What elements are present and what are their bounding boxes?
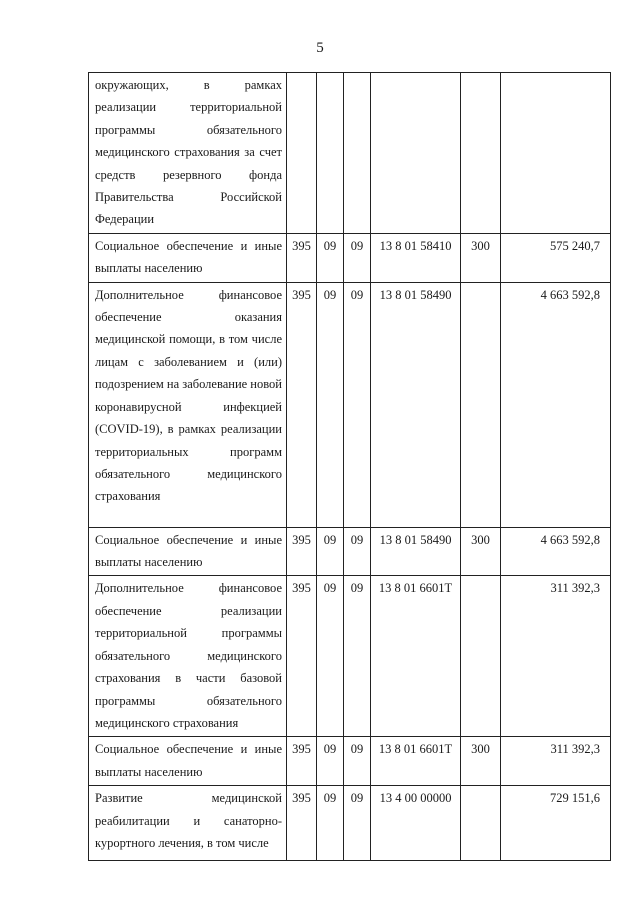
- ministry-code: 395: [287, 576, 317, 737]
- row-name: Социальное обеспечение и иные выплаты населению: [89, 737, 287, 786]
- subsection-code: 09: [344, 576, 371, 737]
- target-article-code: [371, 73, 461, 234]
- subsection-code: 09: [344, 527, 371, 576]
- subsection-code: 09: [344, 282, 371, 527]
- section-code: 09: [317, 737, 344, 786]
- expense-type-code: 300: [461, 737, 501, 786]
- amount: 4 663 592,8: [501, 282, 611, 527]
- row-name: Дополнительное финансовое обеспечение оказания медицинской помощи, в том числе лицам с заболеванием и (или) подозрением на заболевание новой коронавирусной инфекцией (COVID-19), в рамках реализации территориальных программ обязательного медицинского страхования: [89, 282, 287, 527]
- expense-type-code: [461, 282, 501, 527]
- expense-type-code: [461, 786, 501, 861]
- row-name: Социальное обеспечение и иные выплаты населению: [89, 233, 287, 282]
- budget-table: [88, 72, 611, 861]
- amount: 311 392,3: [501, 737, 611, 786]
- ministry-code: [287, 73, 317, 234]
- target-article-code: 13 8 01 58490: [371, 282, 461, 527]
- ministry-code: 395: [287, 737, 317, 786]
- target-article-code: 13 8 01 58490: [371, 527, 461, 576]
- subsection-code: 09: [344, 737, 371, 786]
- target-article-code: 13 4 00 00000: [371, 786, 461, 861]
- table-row: [89, 786, 611, 861]
- target-article-code: 13 8 01 6601Т: [371, 576, 461, 737]
- table-row: [89, 282, 611, 527]
- subsection-code: [344, 73, 371, 234]
- section-code: 09: [317, 786, 344, 861]
- amount: 575 240,7: [501, 233, 611, 282]
- target-article-code: 13 8 01 6601Т: [371, 737, 461, 786]
- table-row: [89, 527, 611, 576]
- row-name: окружающих, в рамках реализации территориальной программы обязательного медицинского страхования за счет средств резервного фонда Правительства Российской Федерации: [89, 73, 287, 234]
- row-name: Развитие медицинской реабилитации и санаторно-курортного лечения, в том числе: [89, 786, 287, 861]
- row-name: Дополнительное финансовое обеспечение реализации территориальной программы обязательного медицинского страхования в части базовой программы обязательного медицинского страхования: [89, 576, 287, 737]
- section-code: 09: [317, 576, 344, 737]
- table-row: [89, 233, 611, 282]
- ministry-code: 395: [287, 233, 317, 282]
- ministry-code: 395: [287, 282, 317, 527]
- table-row: [89, 737, 611, 786]
- amount: [501, 73, 611, 234]
- table-row: [89, 576, 611, 737]
- table-row: [89, 73, 611, 234]
- ministry-code: 395: [287, 527, 317, 576]
- subsection-code: 09: [344, 786, 371, 861]
- row-name: Социальное обеспечение и иные выплаты населению: [89, 527, 287, 576]
- page-number: 5: [316, 40, 324, 56]
- subsection-code: 09: [344, 233, 371, 282]
- amount: 311 392,3: [501, 576, 611, 737]
- target-article-code: 13 8 01 58410: [371, 233, 461, 282]
- expense-type-code: [461, 73, 501, 234]
- amount: 4 663 592,8: [501, 527, 611, 576]
- expense-type-code: 300: [461, 527, 501, 576]
- expense-type-code: 300: [461, 233, 501, 282]
- amount: 729 151,6: [501, 786, 611, 861]
- section-code: 09: [317, 527, 344, 576]
- section-code: 09: [317, 282, 344, 527]
- section-code: 09: [317, 233, 344, 282]
- expense-type-code: [461, 576, 501, 737]
- ministry-code: 395: [287, 786, 317, 861]
- section-code: [317, 73, 344, 234]
